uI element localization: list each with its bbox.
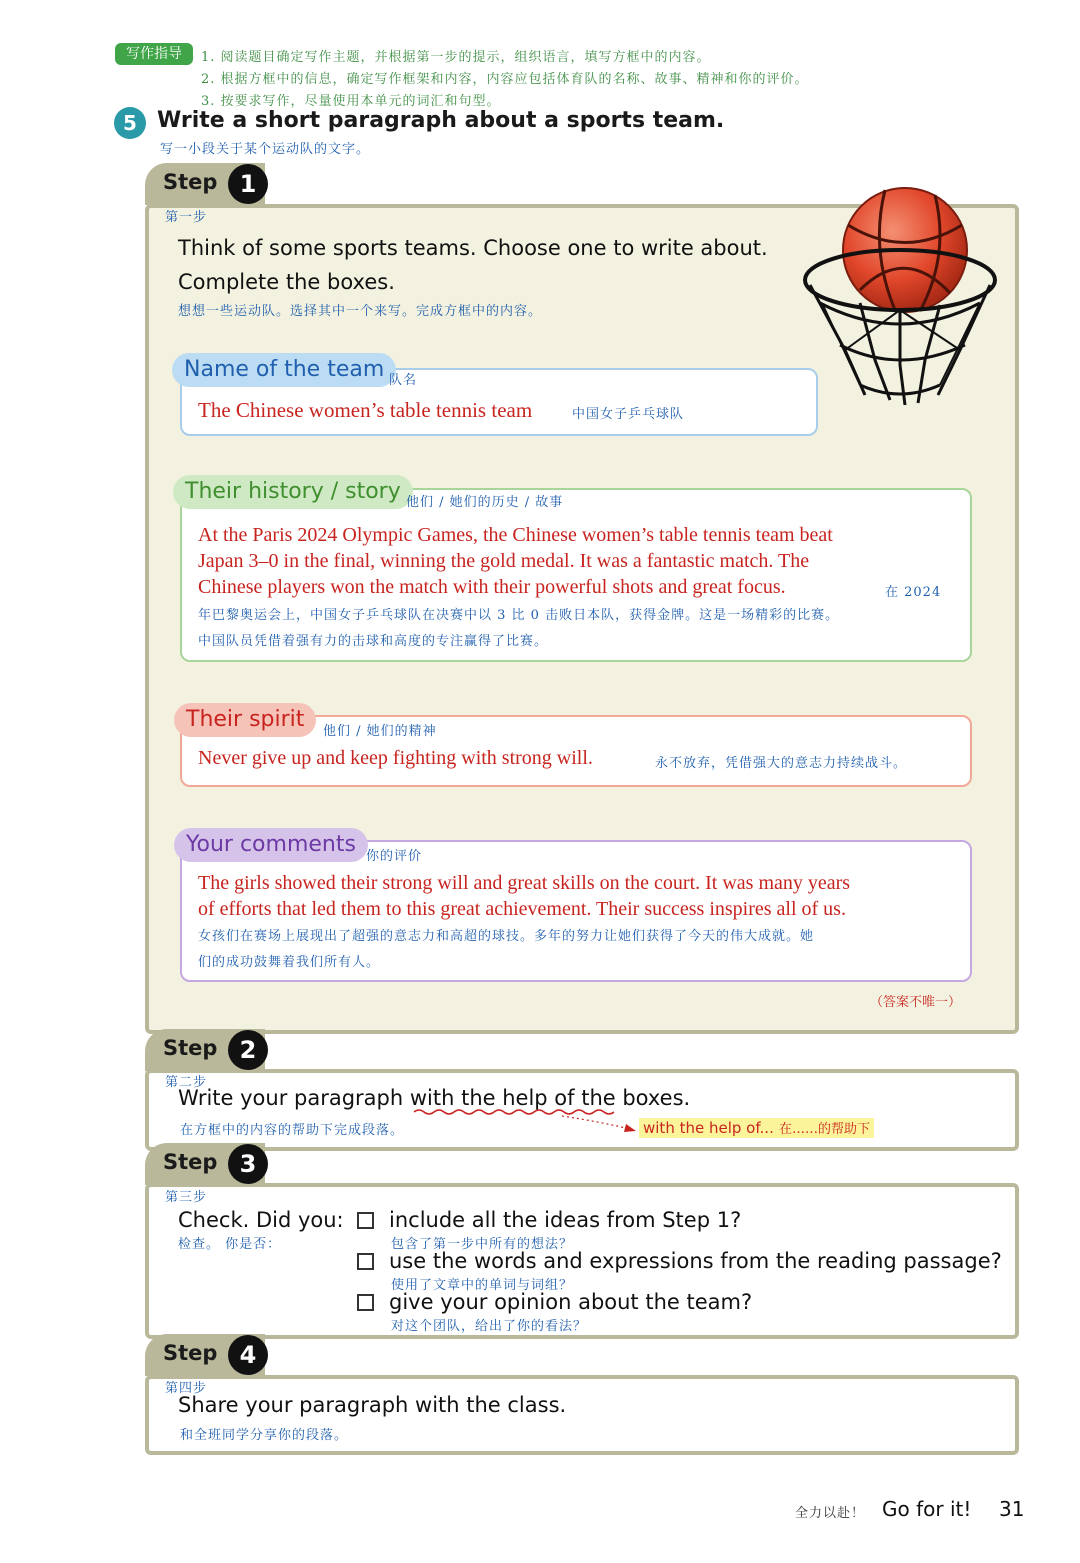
step-2-instruction-cn: 在方框中的内容的帮助下完成段落。 <box>180 1123 405 1138</box>
guidance-badge: 写作指导 <box>115 43 193 65</box>
comments-answer-line-1: The girls showed their strong will and great skills on the court. It was many years <box>198 872 851 894</box>
history-answer-line-3: Chinese players won the match with their powerful shots and great focus. <box>198 576 786 598</box>
step-3-label: Step <box>163 1150 218 1174</box>
history-answer-line-2: Japan 3–0 in the final, winning the gold medal. It was a fantastic match. The <box>198 550 810 572</box>
footer-cn: 全力以赴！ <box>795 1506 866 1521</box>
check-item-1-cn: 包含了第一步中所有的想法？ <box>391 1237 574 1252</box>
team-name-answer-cn: 中国女子乒乓球队 <box>572 407 685 422</box>
step-4-cn: 第四步 <box>165 1381 208 1396</box>
answer-note: （答案不唯一） <box>870 995 962 1010</box>
history-answer-line-1: At the Paris 2024 Olympic Games, the Chinese women’s table tennis team beat <box>198 524 833 546</box>
task-title: Write a short paragraph about a sports team. <box>157 108 725 133</box>
spirit-answer: Never give up and keep fighting with strong will. <box>198 747 593 769</box>
step-3-prompt-cn: 检查。 你是否： <box>178 1237 282 1252</box>
checkbox-icon[interactable] <box>357 1212 374 1229</box>
history-cn-line-1: 在 2024 <box>885 585 942 600</box>
step-2-cn: 第二步 <box>165 1075 208 1090</box>
step-1-instruction-line-1: Think of some sports teams. Choose one to write about. <box>178 236 768 260</box>
history-cn-line-3: 中国队员凭借着强有力的击球和高度的专注赢得了比赛。 <box>198 634 549 649</box>
comments-label: Your comments <box>174 828 368 862</box>
spirit-answer-cn: 永不放弃，凭借强大的意志力持续战斗。 <box>655 756 908 771</box>
team-name-answer: The Chinese women’s table tennis team <box>198 398 533 422</box>
gloss-cn: 在……的帮助下 <box>778 1122 870 1137</box>
check-item-3-cn: 对这个团队，给出了你的看法？ <box>391 1319 588 1334</box>
comments-label-cn: 你的评价 <box>366 849 423 864</box>
guidance-line-2: 2. 根据方框中的信息，确定写作框架和内容，内容应包括体育队的名称、故事、精神和你的评价。 <box>201 72 809 87</box>
basketball-hoop-icon <box>800 185 1005 415</box>
check-item-1: include all the ideas from Step 1? <box>389 1208 742 1232</box>
wavy-underline <box>412 1108 642 1138</box>
history-label-cn: 他们 / 她们的历史 / 故事 <box>406 495 564 510</box>
spirit-label-cn: 他们 / 她们的精神 <box>323 724 437 739</box>
step-4-label: Step <box>163 1341 218 1365</box>
checkbox-icon[interactable] <box>357 1253 374 1270</box>
page-number: 31 <box>999 1497 1025 1521</box>
checkbox-icon[interactable] <box>357 1294 374 1311</box>
check-item-2: use the words and expressions from the reading passage? <box>389 1249 1002 1273</box>
step-3-cn: 第三步 <box>165 1190 208 1205</box>
step-4-number: 4 <box>228 1335 268 1375</box>
step-2-number: 2 <box>228 1030 268 1070</box>
step-2-label: Step <box>163 1036 218 1060</box>
guidance-line-3: 3. 按要求写作，尽量使用本单元的词汇和句型。 <box>201 94 501 109</box>
step-1-label: Step <box>163 170 218 194</box>
step-1-instruction-cn: 想想一些运动队。选择其中一个来写。完成方框中的内容。 <box>178 304 543 319</box>
task-number: 5 <box>114 107 146 139</box>
gloss-en: with the help of... <box>643 1119 774 1137</box>
comments-answer-line-2: of efforts that led them to this great achievement. Their success inspires all of us. <box>198 898 846 920</box>
comments-cn-line-1: 女孩们在赛场上展现出了超强的意志力和高超的球技。多年的努力让她们获得了今天的伟大成就。她 <box>198 929 815 944</box>
step-3-prompt: Check. Did you: <box>178 1208 344 1232</box>
guidance-line-1: 1. 阅读题目确定写作主题，并根据第一步的提示，组织语言，填写方框中的内容。 <box>201 50 711 65</box>
task-title-cn: 写一小段关于某个运动队的文字。 <box>160 142 371 157</box>
check-item-3: give your opinion about the team? <box>389 1290 753 1314</box>
team-name-label-cn: 队名 <box>389 373 418 388</box>
spirit-label: Their spirit <box>174 703 316 737</box>
footer-en: Go for it! <box>882 1497 972 1521</box>
gloss-highlight <box>639 1118 874 1138</box>
step-3-number: 3 <box>228 1144 268 1184</box>
check-item-2-cn: 使用了文章中的单词与词组？ <box>391 1278 574 1293</box>
step-4-instruction: Share your paragraph with the class. <box>178 1393 567 1417</box>
history-label: Their history / story <box>173 475 413 509</box>
comments-cn-line-2: 们的成功鼓舞着我们所有人。 <box>198 955 381 970</box>
history-cn-line-2: 年巴黎奥运会上，中国女子乒乓球队在决赛中以 3 比 0 击败日本队，获得金牌。这是一场精彩的比赛。 <box>198 608 840 623</box>
team-name-label: Name of the team <box>172 353 396 387</box>
step-1-instruction-line-2: Complete the boxes. <box>178 270 395 294</box>
step-4-instruction-cn: 和全班同学分享你的段落。 <box>180 1428 349 1443</box>
step-1-number: 1 <box>228 164 268 204</box>
step-2-instruction: Write your paragraph with the help of the boxes. <box>178 1086 691 1110</box>
step-1-cn: 第一步 <box>165 210 208 225</box>
